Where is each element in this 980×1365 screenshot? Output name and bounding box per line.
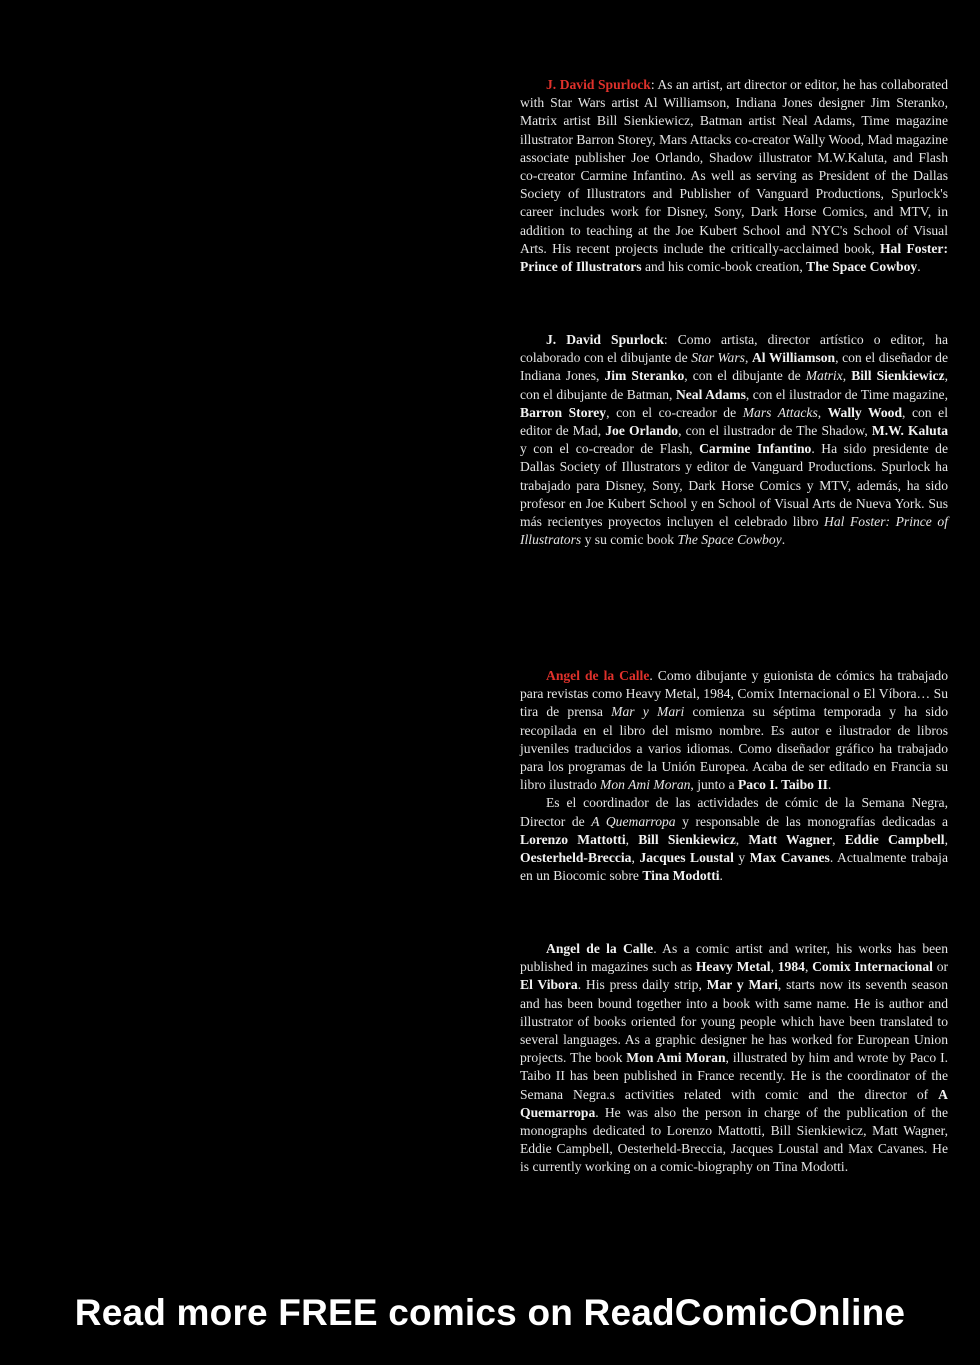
work-title: A Quemarropa xyxy=(591,813,676,829)
artist-name: Jim Steranko xyxy=(604,368,685,384)
bio-text: , con el dibujante de xyxy=(684,368,806,384)
work-title: The Space Cowboy xyxy=(677,532,782,548)
book-title: Hal Foster: Prince of Illustrators xyxy=(520,240,948,275)
bio-text: . xyxy=(719,868,723,884)
work-title: Mon Ami Moran xyxy=(626,1050,726,1066)
bio-text: . Ha sido presidente de Dallas Society of Illustrators y editor de Vanguard Productions. Spurlock ha trabajado para Disney, Sony, Dark Horse Comics y MTV, además, ha sido profesor en Joe Kubert School y en School of Visual Arts de Nueva York. Sus más recientyes proyectos incluyen el celebrado libro xyxy=(520,441,948,530)
bio-text: , junto a xyxy=(690,777,738,793)
bio-text: . xyxy=(917,259,921,275)
bio-text: : As an artist, art director or editor, he has collaborated with Star Wars artist Al Williamson, Indiana Jones designer Jim Steranko, Matrix artist Bill Sienkiewicz, Batman artist Neal Adams, Time magazine illustrator Barron Storey, Mars Attacks co-creator Wally Wood, Mad magazine associate publisher Joe Orlando, Shadow illustrator M.W.Kaluta, and Flash co-creator Carmine Infantino. As well as serving as President of the Dallas Society of Illustrators and Publisher of Vanguard Productions, Spurlock's career includes work for Disney, Sony, Dark Horse Comics, and MTV, in addition to teaching at the Joe Kubert School and NYC's School of Visual Arts. His recent projects include the critically-acclaimed book, xyxy=(520,77,948,256)
author-name: J. David Spurlock xyxy=(546,332,664,347)
bio-text: . Como dibujante y guionista de cómics ha trabajado para revistas como Heavy Metal, 1984, Comix Internacional o El Víbora… Su tira de prensa xyxy=(520,668,948,720)
bio-text: . As a comic artist and writer, his works has been published in magazines such as xyxy=(520,941,948,975)
magazine-title: Heavy Metal xyxy=(695,959,771,975)
work-title: Matrix xyxy=(805,368,843,384)
work-title: Mars Attacks xyxy=(742,404,818,420)
bio-spurlock-spanish xyxy=(520,331,948,549)
artist-name: Joe Orlando xyxy=(605,423,679,439)
bio-text: comienza su séptima temporada y ha sido recopilada en el libro del mismo nombre. Es autor e ilustrador de libros juveniles traducidos a varios idiomas. Como diseñador gráfico ha trabajado para los programas de la Unión Europea. Acaba de ser editado en Francia su libro ilustrado xyxy=(520,704,948,793)
bio-text: , xyxy=(744,350,752,366)
bio-text: , starts now its seventh season and has been bound together into a book with same name. He is author and illustrator of books oriented for young people which have been translated to several languages. As a graphic designer he has worked for European Union projects. The book xyxy=(520,977,949,1066)
author-name: Angel de la Calle xyxy=(546,941,654,956)
artist-name: Lorenzo Mattotti xyxy=(520,831,626,847)
bio-text: , illustrated by him and wrote by Paco I. Taibo II has been published in France recently. He is the coordinator of the Semana Negra.s activities related with comic and the director of xyxy=(520,1050,948,1102)
artist-name: Eddie Campbell xyxy=(844,831,945,847)
bio-text: . He was also the person in charge of the publication of the monographs dedicated to Lorenzo Mattotti, Bill Sienkiewicz, Matt Wagner, Eddie Campbell, Oesterheld-Breccia, Jacques Loustal and Max Cavanes. He is currently working on a comic-biography on Tina Modotti. xyxy=(520,1104,948,1175)
work-title: Mar y Mari xyxy=(611,704,685,720)
work-title: Mar y Mari xyxy=(706,977,778,993)
artist-name: Oesterheld-Breccia xyxy=(520,850,632,866)
artist-name: Wally Wood xyxy=(827,404,903,420)
artist-name: Matt Wagner xyxy=(748,831,833,847)
bio-text: y su comic book xyxy=(581,532,678,548)
bio-paragraph xyxy=(520,794,948,885)
bio-text: : Como artista, director artístico o editor, ha colaborado con el dibujante de xyxy=(520,332,948,366)
bio-text: or xyxy=(932,959,949,975)
artist-name: Max Cavanes xyxy=(749,850,830,866)
book-title: The Space Cowboy xyxy=(806,259,918,275)
artist-name: Tina Modotti xyxy=(642,868,720,884)
bio-text: , xyxy=(842,368,852,384)
artist-name: Jacques Loustal xyxy=(639,850,734,866)
bio-text: y responsable de las monografías dedicadas a xyxy=(675,813,949,829)
bio-text: , con el dibujante de Batman, xyxy=(520,368,948,402)
bio-text: . His press daily strip, xyxy=(577,977,707,993)
bio-text: , con el editor de Mad, xyxy=(520,404,948,439)
work-title: Hal Foster: Prince of Illustrators xyxy=(520,514,948,548)
bio-text: , xyxy=(631,850,640,866)
bio-text: , xyxy=(944,831,948,847)
bio-paragraph xyxy=(520,940,948,1177)
artist-name: Carmine Infantino xyxy=(699,441,812,457)
bio-text: , xyxy=(804,959,813,975)
artist-name: Neal Adams xyxy=(675,386,746,402)
bio-text: and his comic-book creation, xyxy=(641,259,807,275)
magazine-title: El Vibora xyxy=(520,977,578,993)
bio-text: . xyxy=(827,777,832,793)
bio-text: , xyxy=(735,831,749,847)
bio-text: , con el co-creador de xyxy=(606,404,743,420)
bio-text: . Actualmente trabaja en un Biocomic sobre xyxy=(520,850,948,884)
author-name: J. David Spurlock xyxy=(546,77,651,92)
bio-text: , xyxy=(832,831,845,847)
magazine-title: 1984 xyxy=(777,959,805,975)
bio-text: Es el coordinador de las actividades de cómic de la Semana Negra, Director de xyxy=(520,795,948,829)
bio-text: y con el co-creador de Flash, xyxy=(520,441,700,457)
work-title: Mon Ami Moran xyxy=(600,777,691,793)
bio-text: , xyxy=(625,831,639,847)
artist-name: Barron Storey xyxy=(520,404,607,420)
bio-paragraph xyxy=(520,76,948,276)
artist-name: Al Williamson xyxy=(751,350,836,366)
work-title: A Quemarropa xyxy=(520,1086,948,1120)
bio-spurlock-english xyxy=(520,76,948,276)
bio-text: , con el ilustrador de The Shadow, xyxy=(678,423,872,439)
footer-banner: Read more FREE comics on ReadComicOnline xyxy=(74,1292,906,1333)
bio-paragraph xyxy=(520,331,948,549)
work-title: Star Wars xyxy=(691,350,745,366)
bio-text: , con el diseñador de Indiana Jones, xyxy=(520,350,949,384)
author-name: Angel de la Calle xyxy=(546,668,650,683)
bio-text: , xyxy=(817,404,828,420)
artist-name: M.W. Kaluta xyxy=(871,423,949,439)
bio-text: , xyxy=(770,959,778,975)
bio-text: . xyxy=(781,532,786,548)
artist-name: Bill Sienkiewicz xyxy=(638,831,736,847)
artist-name: Bill Sienkiewicz xyxy=(851,368,945,384)
magazine-title: Comix Internacional xyxy=(812,959,933,975)
bio-delacalle-spanish xyxy=(520,667,948,885)
artist-name: Paco I. Taibo II xyxy=(738,777,828,793)
bio-paragraph xyxy=(520,667,948,794)
bio-delacalle-english xyxy=(520,940,948,1177)
bio-text: y xyxy=(733,850,750,866)
bio-text: , con el ilustrador de Time magazine, xyxy=(745,386,948,402)
